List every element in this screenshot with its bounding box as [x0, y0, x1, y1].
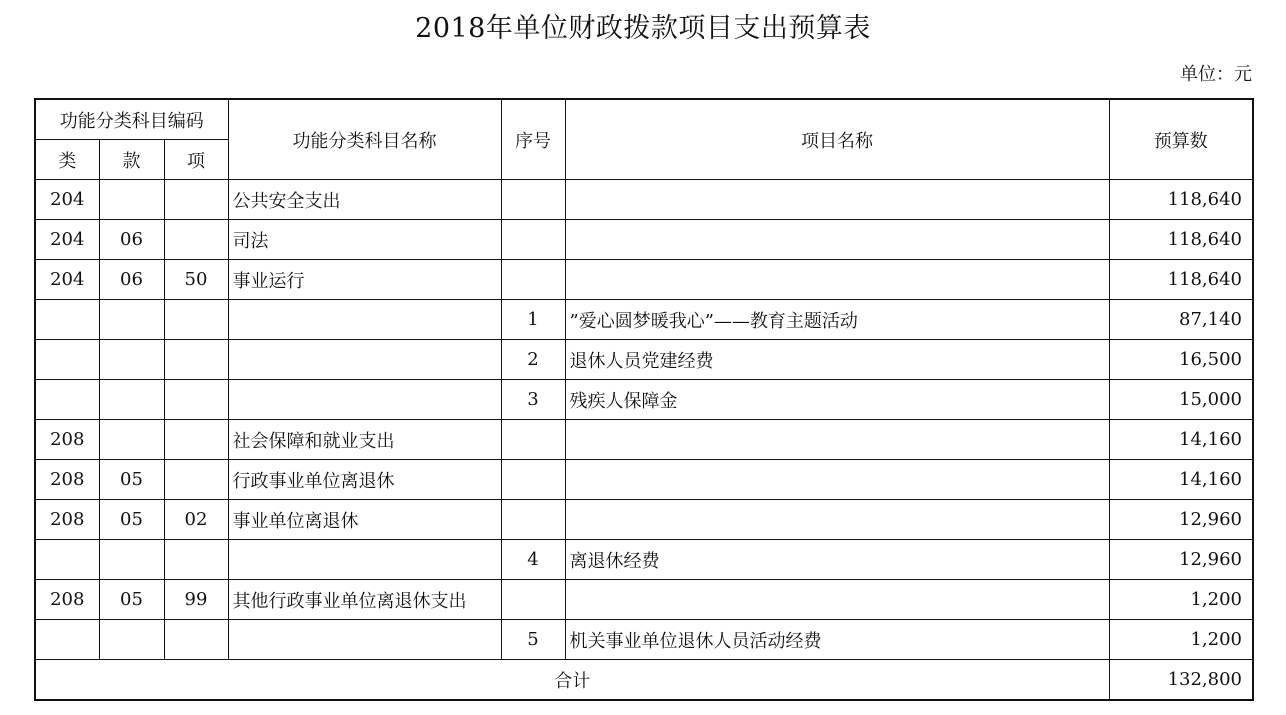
- table-row: [35, 340, 1253, 380]
- cell-seq: 1: [501, 300, 565, 340]
- header-seq: 序号: [501, 99, 565, 180]
- cell-kuan: 05: [99, 500, 164, 540]
- cell-kuan: [99, 540, 164, 580]
- cell-kuan: 05: [99, 460, 164, 500]
- cell-lei: [35, 540, 99, 580]
- cell-project-name: [565, 420, 1109, 460]
- cell-lei: 204: [35, 220, 99, 260]
- cell-project-name: 残疾人保障金: [565, 380, 1109, 420]
- cell-xiang: [164, 540, 228, 580]
- cell-xiang: [164, 620, 228, 660]
- table-row: [35, 500, 1253, 540]
- table-row: [35, 460, 1253, 500]
- cell-project-name: 离退休经费: [565, 540, 1109, 580]
- table-row: [35, 180, 1253, 220]
- cell-lei: 208: [35, 580, 99, 620]
- table-row: [35, 260, 1253, 300]
- cell-lei: 204: [35, 260, 99, 300]
- table-row: [35, 300, 1253, 340]
- cell-kuan: 06: [99, 220, 164, 260]
- cell-project-name: [565, 500, 1109, 540]
- cell-kuan: [99, 340, 164, 380]
- cell-project-name: [565, 220, 1109, 260]
- cell-subject-name: 事业单位离退休: [228, 500, 501, 540]
- cell-amount: 118,640: [1109, 180, 1253, 220]
- cell-xiang: [164, 420, 228, 460]
- cell-seq: [501, 500, 565, 540]
- header-subject-name: 功能分类科目名称: [228, 99, 501, 180]
- cell-xiang: [164, 300, 228, 340]
- cell-lei: [35, 340, 99, 380]
- cell-project-name: 机关事业单位退休人员活动经费: [565, 620, 1109, 660]
- cell-seq: 5: [501, 620, 565, 660]
- cell-project-name: [565, 180, 1109, 220]
- table-row: [35, 420, 1253, 460]
- cell-seq: [501, 260, 565, 300]
- cell-seq: [501, 180, 565, 220]
- cell-amount: 118,640: [1109, 220, 1253, 260]
- cell-subject-name: [228, 620, 501, 660]
- cell-subject-name: 行政事业单位离退休: [228, 460, 501, 500]
- cell-project-name: [565, 580, 1109, 620]
- cell-project-name: [565, 260, 1109, 300]
- cell-project-name: 退休人员党建经费: [565, 340, 1109, 380]
- cell-amount: 16,500: [1109, 340, 1253, 380]
- cell-lei: 208: [35, 420, 99, 460]
- cell-seq: [501, 220, 565, 260]
- cell-amount: 1,200: [1109, 620, 1253, 660]
- cell-kuan: [99, 380, 164, 420]
- cell-seq: [501, 580, 565, 620]
- table-body: [35, 180, 1253, 660]
- cell-project-name: [565, 460, 1109, 500]
- cell-subject-name: [228, 300, 501, 340]
- cell-amount: 14,160: [1109, 460, 1253, 500]
- cell-xiang: 50: [164, 260, 228, 300]
- cell-kuan: 05: [99, 580, 164, 620]
- table-row: [35, 540, 1253, 580]
- cell-kuan: [99, 180, 164, 220]
- cell-xiang: [164, 340, 228, 380]
- cell-amount: 12,960: [1109, 540, 1253, 580]
- cell-subject-name: 司法: [228, 220, 501, 260]
- cell-lei: 208: [35, 500, 99, 540]
- total-row: [35, 660, 1253, 701]
- header-lei: 类: [35, 140, 99, 180]
- cell-xiang: [164, 220, 228, 260]
- cell-subject-name: 公共安全支出: [228, 180, 501, 220]
- cell-kuan: [99, 420, 164, 460]
- table-row: [35, 620, 1253, 660]
- cell-xiang: 02: [164, 500, 228, 540]
- total-label: 合计: [35, 660, 1109, 701]
- cell-subject-name: [228, 380, 501, 420]
- header-project-name: 项目名称: [565, 99, 1109, 180]
- header-kuan: 款: [99, 140, 164, 180]
- table-row: [35, 580, 1253, 620]
- cell-lei: [35, 380, 99, 420]
- cell-subject-name: [228, 540, 501, 580]
- cell-lei: 208: [35, 460, 99, 500]
- table-row: [35, 220, 1253, 260]
- header-budget: 预算数: [1109, 99, 1253, 180]
- cell-amount: 12,960: [1109, 500, 1253, 540]
- cell-lei: [35, 300, 99, 340]
- cell-amount: 15,000: [1109, 380, 1253, 420]
- cell-subject-name: 社会保障和就业支出: [228, 420, 501, 460]
- cell-seq: [501, 460, 565, 500]
- page-title: 2018年单位财政拨款项目支出预算表: [415, 13, 871, 44]
- total-amount: 132,800: [1109, 660, 1253, 701]
- cell-seq: 3: [501, 380, 565, 420]
- cell-project-name: ”爱心圆梦暖我心”——教育主题活动: [565, 300, 1109, 340]
- header-code-group: 功能分类科目编码: [35, 99, 228, 140]
- cell-kuan: [99, 620, 164, 660]
- table-row: [35, 380, 1253, 420]
- budget-table: [34, 98, 1254, 701]
- cell-seq: 2: [501, 340, 565, 380]
- cell-kuan: [99, 300, 164, 340]
- cell-amount: 1,200: [1109, 580, 1253, 620]
- cell-seq: [501, 420, 565, 460]
- cell-amount: 14,160: [1109, 420, 1253, 460]
- unit-label: 单位：元: [1180, 64, 1252, 85]
- cell-xiang: [164, 380, 228, 420]
- cell-seq: 4: [501, 540, 565, 580]
- cell-xiang: [164, 460, 228, 500]
- cell-subject-name: 事业运行: [228, 260, 501, 300]
- cell-amount: 118,640: [1109, 260, 1253, 300]
- cell-xiang: [164, 180, 228, 220]
- cell-subject-name: [228, 340, 501, 380]
- header-xiang: 项: [164, 140, 228, 180]
- cell-kuan: 06: [99, 260, 164, 300]
- cell-subject-name: 其他行政事业单位离退休支出: [228, 580, 501, 620]
- cell-lei: 204: [35, 180, 99, 220]
- cell-amount: 87,140: [1109, 300, 1253, 340]
- cell-lei: [35, 620, 99, 660]
- cell-xiang: 99: [164, 580, 228, 620]
